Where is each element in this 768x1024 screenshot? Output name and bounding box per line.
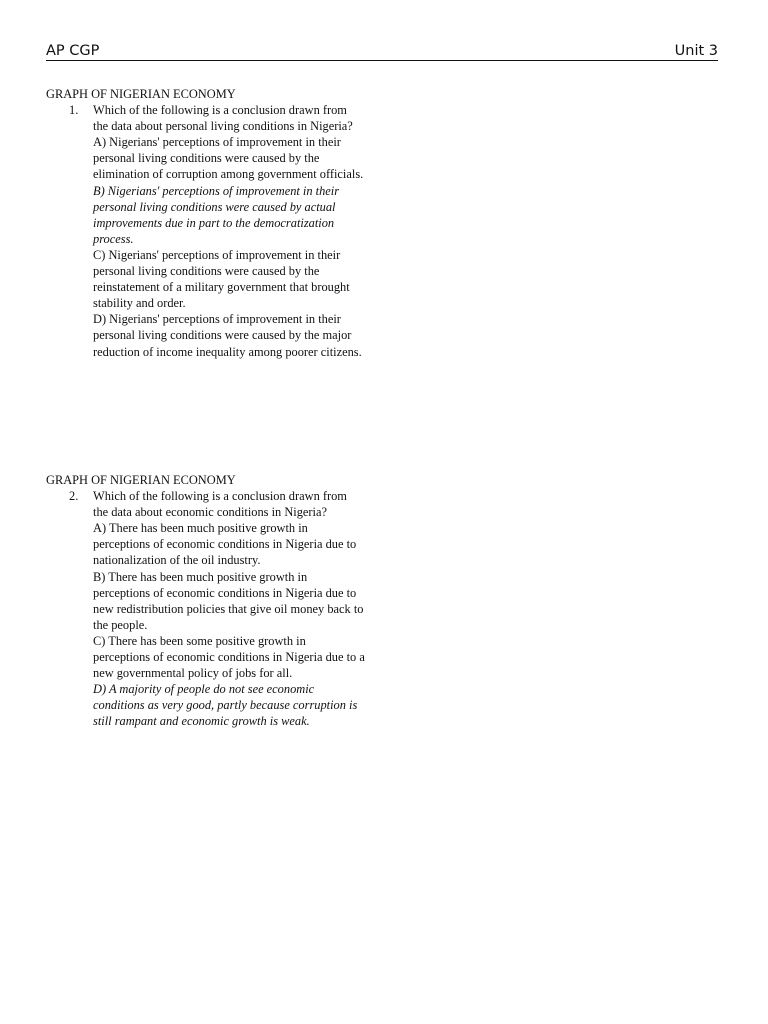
question-text: Which of the following is a conclusion drawn from the data about personal living conditions in Nigeria?: [93, 103, 353, 134]
question-block-2: [46, 472, 376, 730]
answer-option-b: B) Nigerians' perceptions of improvement in their personal living conditions were caused by actual improvements due in part to the democratization process.: [93, 183, 340, 246]
question-2: [46, 488, 376, 729]
answer-option-a: A) There has been much positive growth in perceptions of economic conditions in Nigeria due to nationalization of the oil industry.: [93, 521, 357, 568]
question-number: 2.: [69, 489, 79, 504]
answer-option-c: C) There has been some positive growth in perceptions of economic conditions in Nigeria due to a new governmental policy of jobs for all.: [93, 633, 365, 681]
section-title: GRAPH OF NIGERIAN ECONOMY: [46, 473, 236, 487]
answer-option-b: B) There has been much positive growth in perceptions of economic conditions in Nigeria due to new redistribution policies that give oil money back to the people.: [93, 569, 364, 632]
answer-option-a: A) Nigerians' perceptions of improvement in their personal living conditions were caused by the elimination of corruption among government officials.: [93, 135, 364, 182]
page-header: [46, 42, 718, 61]
unit-label: Unit 3: [674, 43, 718, 59]
question-block-1: [46, 86, 376, 360]
question-text: Which of the following is a conclusion drawn from the data about economic conditions in Nigeria?: [93, 489, 347, 520]
question-number: 1.: [69, 103, 79, 118]
question-1: [46, 102, 376, 360]
answer-option-d: D) A majority of people do not see economic conditions as very good, partly because corruption is still rampant and economic growth is weak.: [93, 682, 358, 729]
answer-option-d: D) Nigerians' perceptions of improvement in their personal living conditions were caused by the major reduction of income inequality among poorer citizens.: [93, 312, 362, 359]
course-name: AP CGP: [46, 43, 100, 59]
section-title: GRAPH OF NIGERIAN ECONOMY: [46, 87, 236, 101]
answer-option-c: C) Nigerians' perceptions of improvement in their personal living conditions were caused by the reinstatement of a military government that brought stability and order.: [93, 247, 350, 311]
